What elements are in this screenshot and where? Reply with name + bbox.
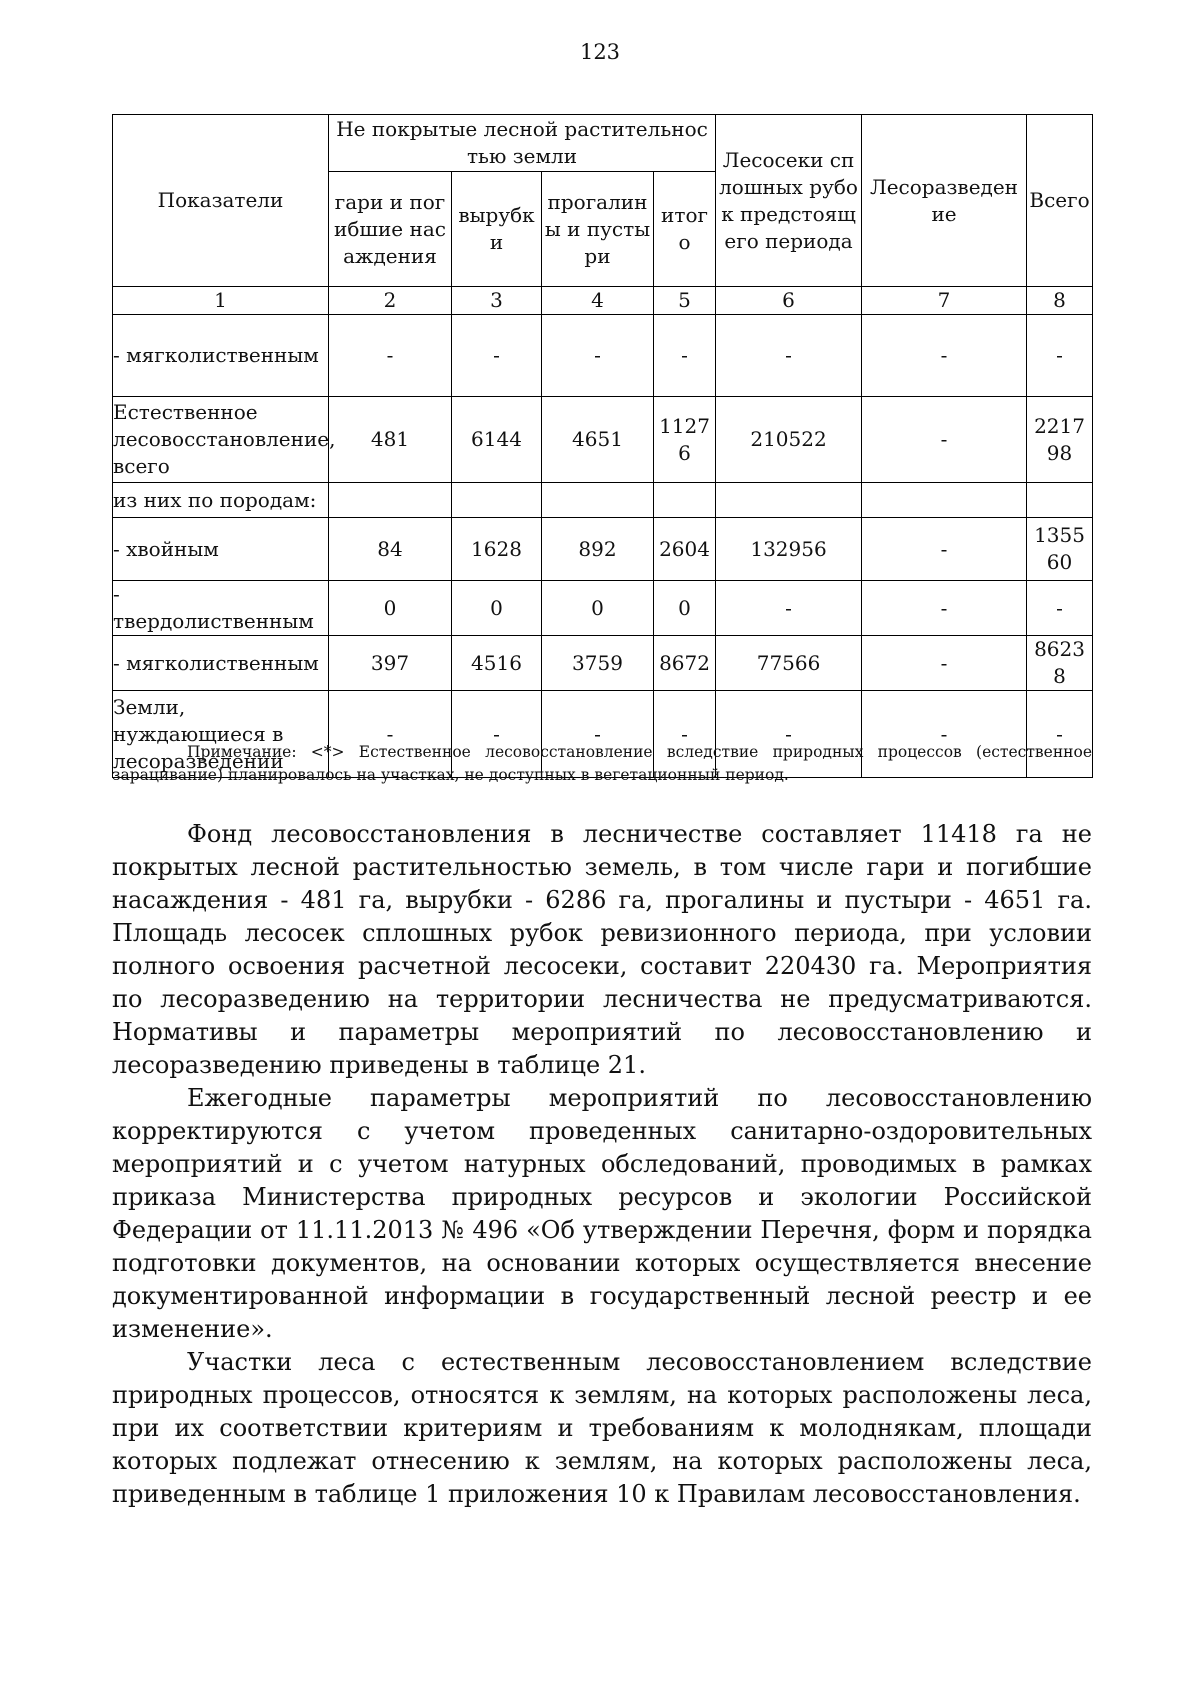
table-cell: 3759: [542, 636, 654, 691]
paragraph: Ежегодные параметры мероприятий по лесовосстановлению корректируются с учетом проведенных санитарно-оздоровительных мероприятий и с учетом натурных обследований, проводимых в рамках приказа Министерства природных ресурсов и экологии Российской Федерации от 11.11.2013 № 496 «Об утверждении Перечня, форм и порядка подготовки документов, на основании которых осуществляется внесение документированной информации в государственный лесной реестр и ее изменение».: [112, 1084, 1092, 1343]
reforestation-table: [112, 114, 1093, 778]
table-cell: -: [452, 691, 542, 778]
table-cell: [716, 483, 862, 518]
table-cell: 4651: [542, 397, 654, 483]
table-cell: 0: [329, 581, 452, 636]
table-cell: [1027, 483, 1093, 518]
column-number: 8: [1027, 287, 1093, 315]
table-cell: 221798: [1027, 397, 1093, 483]
table-cell: -: [654, 315, 716, 397]
row-label: Естественное лесовосстановление, всего: [113, 397, 329, 483]
table-cell: -: [862, 636, 1027, 691]
table-cell: 2604: [654, 518, 716, 581]
header-glades: прогалины и пустыри: [542, 172, 654, 287]
table-cell: -: [716, 691, 862, 778]
table-cell: -: [862, 397, 1027, 483]
table-cell: -: [716, 315, 862, 397]
table-cell: 0: [654, 581, 716, 636]
header-burned: гари и погибшие насаждения: [329, 172, 452, 287]
column-number: 7: [862, 287, 1027, 315]
table-row: [113, 581, 1093, 636]
table-row: [113, 315, 1093, 397]
page-number: 123: [579, 40, 621, 64]
table-cell: -: [862, 518, 1027, 581]
table-cell: -: [862, 691, 1027, 778]
table-cell: -: [1027, 315, 1093, 397]
header-clearcut: Лесосеки сплошных рубок предстоящего периода: [716, 115, 862, 287]
table-cell: 11276: [654, 397, 716, 483]
row-label: - мягколиственным: [113, 315, 329, 397]
header-afforestation: Лесоразведение: [862, 115, 1027, 287]
table-cell: -: [1027, 691, 1093, 778]
column-number: 5: [654, 287, 716, 315]
column-number: 4: [542, 287, 654, 315]
table-cell: 86238: [1027, 636, 1093, 691]
body-text: [112, 818, 1092, 1511]
row-label: Земли, нуждающиеся в лесоразведении: [113, 691, 329, 778]
column-number: 2: [329, 287, 452, 315]
row-label: из них по породам:: [113, 483, 329, 518]
table-cell: [542, 483, 654, 518]
table-footnote: Примечание: <*> Естественное лесовосстановление вследствие природных процессов (естественное зарацивание) планировалось на участках, не доступных в вегетационный период.: [112, 743, 1092, 784]
table-cell: 481: [329, 397, 452, 483]
table-cell: -: [862, 581, 1027, 636]
table-row: [113, 483, 1093, 518]
table-cell: -: [329, 315, 452, 397]
table-cell: 210522: [716, 397, 862, 483]
row-label: - хвойным: [113, 518, 329, 581]
table-cell: [452, 483, 542, 518]
column-number: 1: [113, 287, 329, 315]
table-cell: 892: [542, 518, 654, 581]
table-cell: -: [716, 581, 862, 636]
table-cell: [654, 483, 716, 518]
paragraph: Фонд лесовосстановления в лесничестве составляет 11418 га не покрытых лесной растительностью земель, в том числе гари и погибшие насаждения - 481 га, вырубки - 6286 га, прогалины и пустыри - 4651 га. Площадь лесосек сплошных рубок ревизионного периода, при условии полного освоения расчетной лесосеки, составит 220430 га. Мероприятия по лесоразведению на территории лесничества не предусматриваются. Нормативы и параметры мероприятий по лесовосстановлению и лесоразведению приведены в таблице 21.: [112, 820, 1092, 1079]
table-cell: 8672: [654, 636, 716, 691]
header-subtotal: итого: [654, 172, 716, 287]
table-cell: -: [542, 315, 654, 397]
table-cell: 397: [329, 636, 452, 691]
row-label: - твердолиственным: [113, 581, 329, 636]
table-row: [113, 518, 1093, 581]
table-cell: -: [329, 691, 452, 778]
table-cell: 1628: [452, 518, 542, 581]
column-number: 3: [452, 287, 542, 315]
table-cell: -: [542, 691, 654, 778]
table-cell: [329, 483, 452, 518]
table-row: [113, 636, 1093, 691]
column-number: 6: [716, 287, 862, 315]
table-cell: -: [862, 315, 1027, 397]
table-cell: 77566: [716, 636, 862, 691]
header-unforested-group: Не покрытые лесной растительностью земли: [329, 115, 716, 172]
table-cell: 6144: [452, 397, 542, 483]
row-label: - мягколиственным: [113, 636, 329, 691]
table-cell: 135560: [1027, 518, 1093, 581]
table-cell: 0: [542, 581, 654, 636]
table-cell: 0: [452, 581, 542, 636]
table-cell: -: [1027, 581, 1093, 636]
column-numbers-row: [113, 287, 1093, 315]
table-cell: 4516: [452, 636, 542, 691]
table-cell: 132956: [716, 518, 862, 581]
header-cuttings: вырубки: [452, 172, 542, 287]
paragraph: Участки леса с естественным лесовосстановлением вследствие природных процессов, относятся к землям, на которых расположены леса, при их соответствии критериям и требованиям к молоднякам, площади которых подлежат отнесению к землям, на которых расположены леса, приведенным в таблице 1 приложения 10 к Правилам лесовосстановления.: [112, 1348, 1092, 1508]
table-cell: -: [452, 315, 542, 397]
table-cell: -: [654, 691, 716, 778]
table-cell: [862, 483, 1027, 518]
header-indicators: Показатели: [113, 115, 329, 287]
table-cell: 84: [329, 518, 452, 581]
header-total: Всего: [1027, 115, 1093, 287]
table-row: [113, 397, 1093, 483]
